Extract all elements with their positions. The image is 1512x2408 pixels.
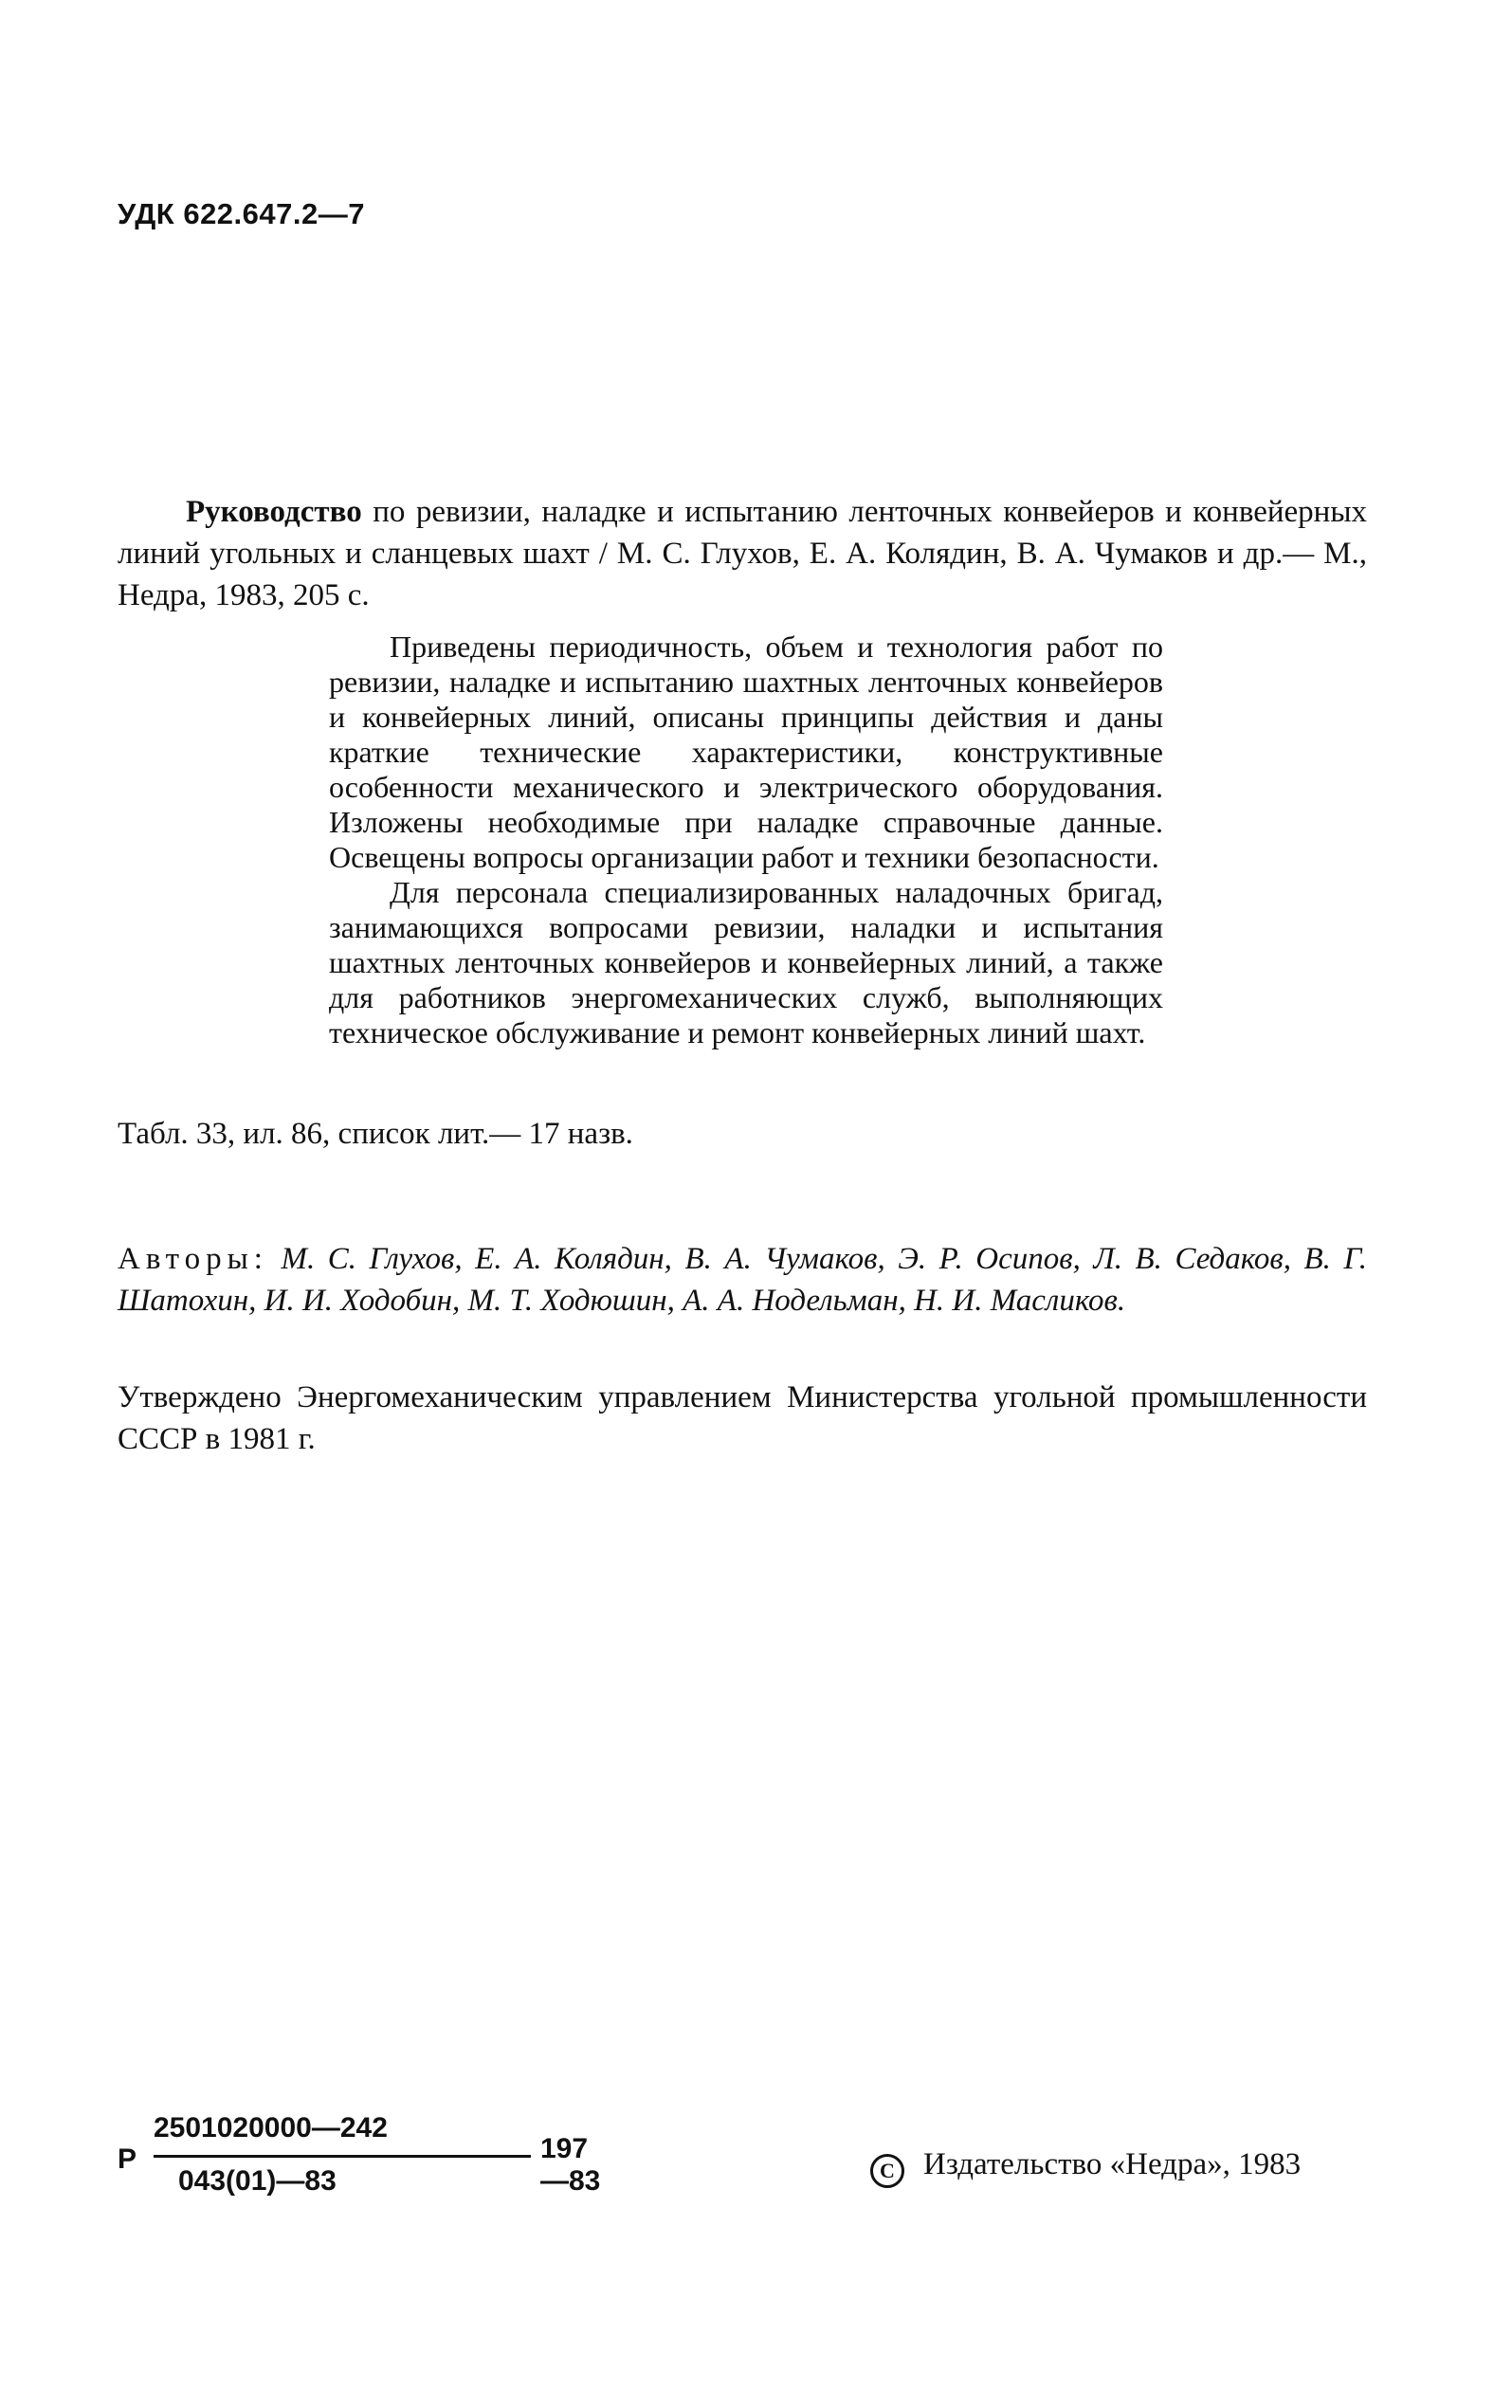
citation-title: Руководство [186, 495, 362, 529]
authors-list [118, 1238, 1367, 1322]
authors-label: Авторы: [118, 1242, 268, 1276]
copyright-icon: С [870, 2154, 904, 2188]
approval-note: Утверждено Энергомеханическим управлением Министерства угольной промышленности СССР в 1981 г. [118, 1380, 1367, 1456]
udk-code: УДК 622.647.2—7 [118, 197, 365, 230]
index-denominator: 043(01)—83 [178, 2165, 337, 2197]
publisher-index-code [118, 2112, 610, 2216]
abstract-paragraph: Для персонала специализированных наладочных бригад, занимающихся вопросами ревизии, наладки и испытания шахтных ленточных конвейеров и конвейерных линий, а также для работников энергомеханических служб, выполняющих техническое обслуживание и ремонт конвейерных линий шахт. [329, 875, 1163, 1049]
copyright-text: Издательство «Недра», 1983 [923, 2147, 1302, 2181]
fraction-bar [154, 2155, 531, 2158]
index-prefix: Р [118, 2143, 137, 2175]
abstract [329, 629, 1163, 1050]
authors-names: М. С. Глухов, Е. А. Колядин, В. А. Чумаков, Э. Р. Осипов, Л. В. Седаков, В. Г. Шатохин, И. И. Ходобин, М. Т. Ходюшин, А. А. Нодельман, Н. И. Масликов. [118, 1242, 1368, 1318]
bibliographic-citation [118, 491, 1367, 616]
abstract-paragraph: Приведены периодичность, объем и технология работ по ревизии, наладке и испытанию шахтных ленточных конвейеров и конвейерных линий, описаны принципы действия и даны краткие технические характеристики, конструктивные особенности механического и электрического оборудования. Изложены необходимые при наладке справочные данные. Освещены вопросы организации работ и техники безопасности. [329, 629, 1163, 874]
citation-details: по ревизии, наладке и испытанию ленточных конвейеров и конвейерных линий угольных и сланцевых шахт / М. С. Глухов, Е. А. Колядин, В. А. Чумаков и др.— М., Недра, 1983, 205 с. [118, 495, 1367, 612]
copyright-notice [870, 2147, 1301, 2188]
index-numerator: 2501020000—242 [154, 2112, 388, 2143]
index-code: 197—83 [540, 2133, 601, 2197]
tables-figures-count: Табл. 33, ил. 86, список лит.— 17 назв. [118, 1117, 633, 1151]
